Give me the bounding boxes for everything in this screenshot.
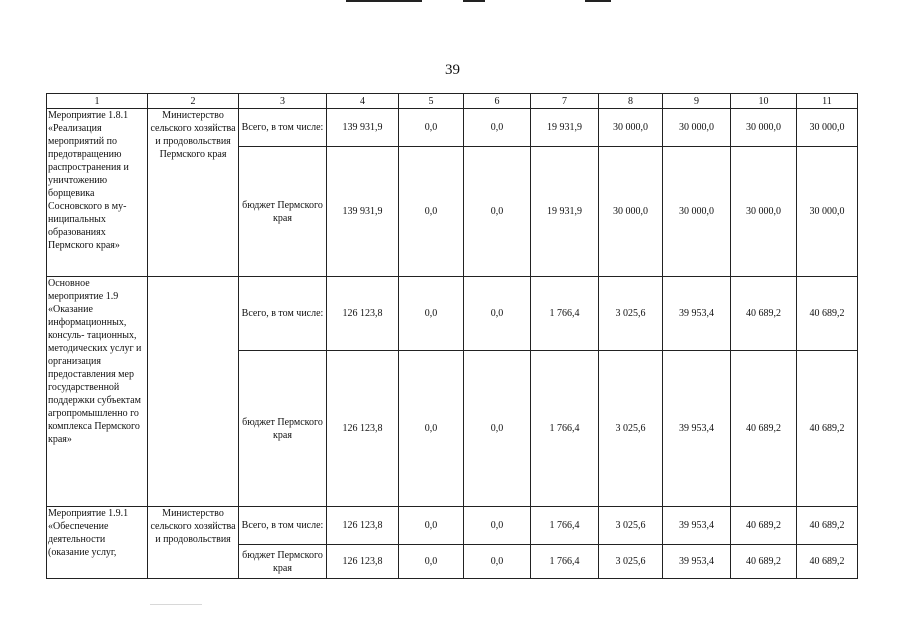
value-cell: 39 953,4: [663, 351, 731, 507]
value-cell: 40 689,2: [797, 277, 858, 351]
value-cell: 0,0: [399, 277, 464, 351]
col-header: 8: [599, 94, 663, 109]
value-cell: 1 766,4: [531, 277, 599, 351]
col-header: 4: [327, 94, 399, 109]
table-row: [47, 109, 858, 147]
value-cell: 1 766,4: [531, 545, 599, 579]
value-cell: 3 025,6: [599, 277, 663, 351]
value-cell: 40 689,2: [731, 277, 797, 351]
value-cell: 0,0: [464, 147, 531, 277]
col-header: 3: [239, 94, 327, 109]
value-cell: 1 766,4: [531, 507, 599, 545]
value-cell: 0,0: [399, 507, 464, 545]
value-cell: 0,0: [399, 545, 464, 579]
budget-table: [46, 93, 858, 579]
value-cell: 30 000,0: [797, 109, 858, 147]
funding-label: Всего, в том числе:: [239, 507, 327, 545]
funding-label: Всего, в том числе:: [239, 109, 327, 147]
scan-top-line: [463, 0, 485, 2]
value-cell: 39 953,4: [663, 277, 731, 351]
value-cell: 30 000,0: [663, 109, 731, 147]
value-cell: 0,0: [464, 507, 531, 545]
col-header: 7: [531, 94, 599, 109]
value-cell: 30 000,0: [599, 147, 663, 277]
value-cell: 126 123,8: [327, 507, 399, 545]
table-row: [47, 507, 858, 545]
funding-label: бюджет Пермского края: [239, 545, 327, 579]
value-cell: 3 025,6: [599, 545, 663, 579]
value-cell: 40 689,2: [797, 351, 858, 507]
value-cell: 30 000,0: [797, 147, 858, 277]
value-cell: 39 953,4: [663, 507, 731, 545]
col-header: 9: [663, 94, 731, 109]
value-cell: 40 689,2: [731, 351, 797, 507]
value-cell: 40 689,2: [797, 545, 858, 579]
value-cell: 39 953,4: [663, 545, 731, 579]
value-cell: 0,0: [399, 147, 464, 277]
scan-top-line: [585, 0, 611, 2]
col-header: 5: [399, 94, 464, 109]
value-cell: 3 025,6: [599, 351, 663, 507]
value-cell: 19 931,9: [531, 147, 599, 277]
value-cell: 1 766,4: [531, 351, 599, 507]
value-cell: 0,0: [464, 109, 531, 147]
value-cell: 126 123,8: [327, 545, 399, 579]
table-row: [47, 277, 858, 351]
scan-artifact: [150, 604, 202, 605]
col-header: 1: [47, 94, 148, 109]
activity-name: Мероприятие 1.9.1 «Обеспечение деятельности (оказание услуг,: [47, 507, 148, 579]
value-cell: 0,0: [464, 545, 531, 579]
funding-label: бюджет Пермского края: [239, 147, 327, 277]
page-number: 39: [445, 62, 460, 78]
col-header: 6: [464, 94, 531, 109]
value-cell: 139 931,9: [327, 147, 399, 277]
executor: Министерство сельского хозяйства и продовольствия Пермского края: [148, 109, 239, 277]
value-cell: 30 000,0: [599, 109, 663, 147]
value-cell: 40 689,2: [731, 507, 797, 545]
value-cell: 30 000,0: [731, 147, 797, 277]
value-cell: 0,0: [399, 351, 464, 507]
value-cell: 126 123,8: [327, 277, 399, 351]
header-row: [47, 94, 858, 109]
col-header: 2: [148, 94, 239, 109]
value-cell: 19 931,9: [531, 109, 599, 147]
value-cell: 30 000,0: [663, 147, 731, 277]
value-cell: 0,0: [464, 277, 531, 351]
value-cell: 3 025,6: [599, 507, 663, 545]
value-cell: 139 931,9: [327, 109, 399, 147]
value-cell: 40 689,2: [797, 507, 858, 545]
value-cell: 126 123,8: [327, 351, 399, 507]
funding-label: бюджет Пермского края: [239, 351, 327, 507]
executor: [148, 277, 239, 507]
col-header: 10: [731, 94, 797, 109]
value-cell: 0,0: [399, 109, 464, 147]
value-cell: 30 000,0: [731, 109, 797, 147]
activity-name: Основное мероприятие 1.9 «Оказание информационных, консуль- тационных, методических услуг и организация предоставления мер государственной поддержки субъектам агропромышленно го комплекса Пермского края»: [47, 277, 148, 507]
value-cell: 0,0: [464, 351, 531, 507]
activity-name: Мероприятие 1.8.1 «Реализация мероприятий по предотвращению распространения и уничтожению борщевика Сосновского в му- ниципальных образованиях Пермского края»: [47, 109, 148, 277]
executor: Министерство сельского хозяйства и продовольствия: [148, 507, 239, 579]
scan-top-line: [346, 0, 422, 2]
funding-label: Всего, в том числе:: [239, 277, 327, 351]
col-header: 11: [797, 94, 858, 109]
value-cell: 40 689,2: [731, 545, 797, 579]
